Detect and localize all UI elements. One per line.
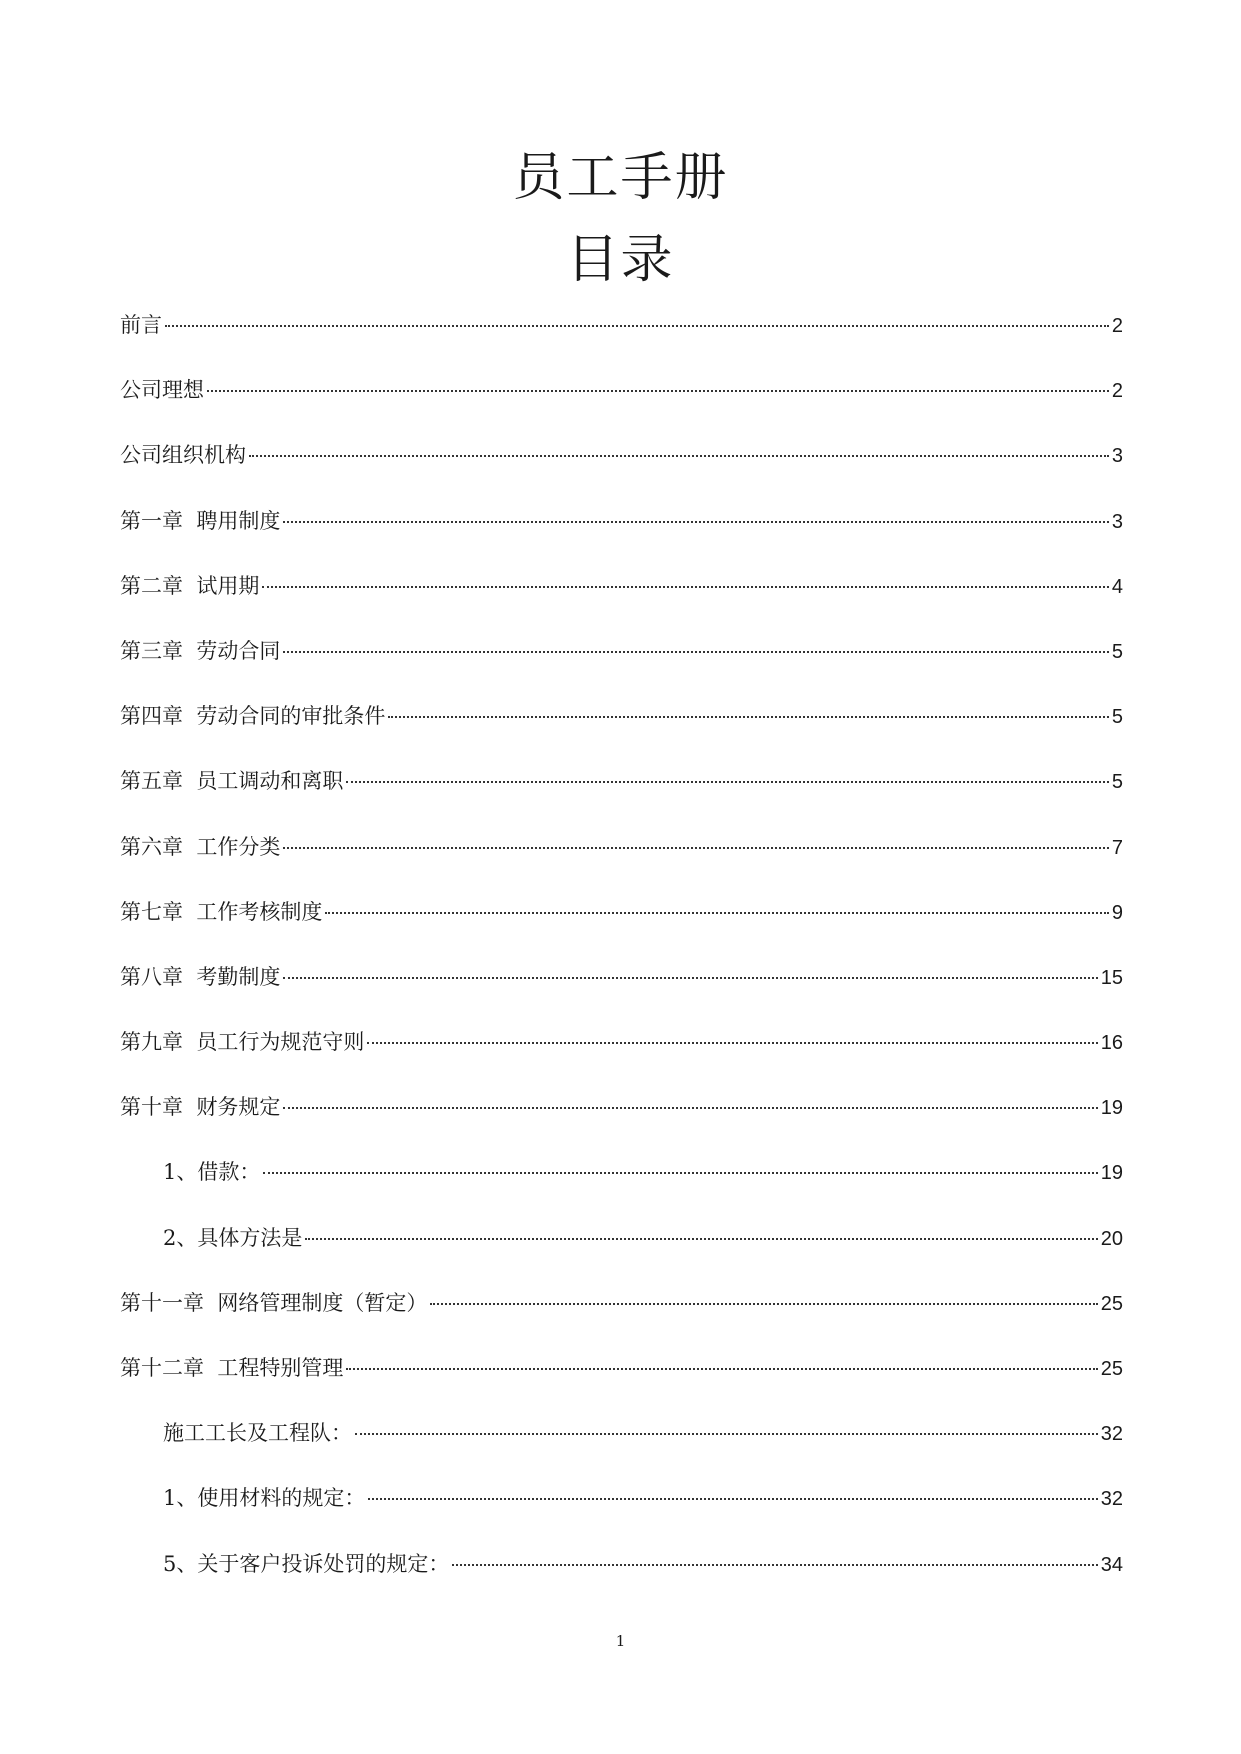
toc-entry-page-number: 19 bbox=[1100, 1162, 1123, 1185]
dot-leader bbox=[283, 977, 1097, 979]
toc-entry-page-number: 19 bbox=[1100, 1097, 1123, 1120]
toc-entry-page-number: 7 bbox=[1111, 836, 1123, 859]
toc-entry-page-number: 25 bbox=[1100, 1358, 1123, 1380]
toc-entry-label: 1、借款： bbox=[163, 1160, 261, 1185]
toc-item bbox=[120, 1092, 1123, 1157]
table-of-contents bbox=[120, 310, 1123, 1614]
toc-entry-label: 第十二章 工程特别管理 bbox=[120, 1356, 344, 1380]
toc-entry-label: 第一章 聘用制度 bbox=[120, 508, 281, 533]
toc-item bbox=[120, 962, 1123, 1027]
toc-item bbox=[120, 310, 1123, 375]
toc-entry-page-number: 9 bbox=[1111, 901, 1123, 924]
dot-leader bbox=[430, 1303, 1097, 1305]
toc-item bbox=[120, 1288, 1123, 1353]
toc-entry-label: 公司理想 bbox=[120, 378, 204, 403]
toc-heading: 目录 bbox=[566, 230, 675, 290]
toc-item bbox=[120, 571, 1123, 636]
toc-entry-page-number: 4 bbox=[1111, 575, 1123, 598]
dot-leader bbox=[283, 651, 1109, 653]
toc-entry-label: 第七章 工作考核制度 bbox=[120, 899, 323, 924]
toc-sub-entry-link[interactable] bbox=[120, 1483, 1123, 1548]
toc-item bbox=[120, 766, 1123, 831]
toc-entry-link[interactable] bbox=[120, 571, 1123, 636]
toc-sub-entry-link[interactable] bbox=[120, 1418, 1123, 1483]
toc-item bbox=[120, 897, 1123, 962]
toc-entry-page-number: 5 bbox=[1111, 706, 1123, 729]
dot-leader bbox=[263, 1172, 1097, 1174]
toc-item bbox=[120, 440, 1123, 505]
toc-entry-page-number: 32 bbox=[1100, 1423, 1123, 1446]
toc-entry-label: 第八章 考勤制度 bbox=[120, 964, 281, 989]
toc-item bbox=[120, 1549, 1123, 1614]
toc-entry-label: 第二章 试用期 bbox=[120, 573, 260, 598]
toc-entry-page-number: 3 bbox=[1111, 510, 1123, 533]
toc-item bbox=[120, 1027, 1123, 1092]
toc-entry-page-number: 34 bbox=[1100, 1553, 1123, 1576]
toc-entry-link[interactable] bbox=[120, 375, 1123, 440]
toc-entry-page-number: 3 bbox=[1111, 445, 1123, 468]
dot-leader bbox=[346, 1368, 1097, 1370]
toc-entry-label: 第九章 员工行为规范守则 bbox=[120, 1030, 365, 1055]
toc-entry-label: 第四章 劳动合同的审批条件 bbox=[120, 704, 386, 729]
toc-entry-link[interactable] bbox=[120, 962, 1123, 1027]
toc-entry-link[interactable] bbox=[120, 1027, 1123, 1092]
toc-entry-link[interactable] bbox=[120, 701, 1123, 766]
toc-entry-page-number: 2 bbox=[1111, 380, 1123, 403]
toc-entry-label: 公司组织机构 bbox=[120, 443, 246, 468]
toc-entry-label: 施工工长及工程队： bbox=[163, 1421, 352, 1446]
dot-leader bbox=[452, 1564, 1097, 1566]
dot-leader bbox=[165, 325, 1109, 327]
toc-entry-page-number: 32 bbox=[1100, 1488, 1123, 1511]
toc-sub-entry-link[interactable] bbox=[120, 1223, 1123, 1288]
toc-entry-page-number: 15 bbox=[1100, 966, 1123, 989]
toc-item bbox=[120, 701, 1123, 766]
toc-entry-link[interactable] bbox=[120, 1288, 1123, 1353]
dot-leader bbox=[262, 586, 1109, 588]
toc-entry-label: 第五章 员工调动和离职 bbox=[120, 769, 344, 794]
toc-entry-label: 5、关于客户投诉处罚的规定： bbox=[163, 1551, 450, 1576]
toc-entry-page-number: 2 bbox=[1111, 315, 1123, 337]
dot-leader bbox=[249, 455, 1109, 457]
toc-item bbox=[120, 1418, 1123, 1483]
toc-entry-link[interactable] bbox=[120, 310, 1123, 375]
toc-entry-link[interactable] bbox=[120, 506, 1123, 571]
toc-sub-entry-link[interactable] bbox=[120, 1157, 1123, 1222]
toc-entry-link[interactable] bbox=[120, 897, 1123, 962]
toc-entry-link[interactable] bbox=[120, 832, 1123, 897]
dot-leader bbox=[367, 1042, 1097, 1044]
toc-entry-link[interactable] bbox=[120, 1353, 1123, 1418]
dot-leader bbox=[388, 716, 1109, 718]
toc-entry-page-number: 25 bbox=[1100, 1292, 1123, 1315]
toc-item bbox=[120, 636, 1123, 701]
dot-leader bbox=[283, 1107, 1097, 1109]
dot-leader bbox=[355, 1433, 1098, 1435]
toc-entry-label: 2、具体方法是 bbox=[163, 1225, 303, 1250]
dot-leader bbox=[325, 912, 1109, 914]
toc-entry-label: 1、使用材料的规定： bbox=[163, 1486, 366, 1511]
toc-item bbox=[120, 832, 1123, 897]
toc-entry-label: 第十一章 网络管理制度（暂定） bbox=[120, 1290, 428, 1315]
toc-entry-link[interactable] bbox=[120, 1092, 1123, 1157]
toc-entry-label: 第十章 财务规定 bbox=[120, 1095, 281, 1120]
dot-leader bbox=[283, 847, 1109, 849]
toc-entry-page-number: 5 bbox=[1111, 771, 1123, 794]
toc-item bbox=[120, 1353, 1123, 1418]
toc-item bbox=[120, 1223, 1123, 1288]
page-number: 1 bbox=[615, 1632, 626, 1650]
toc-entry-page-number: 16 bbox=[1100, 1032, 1123, 1055]
toc-item bbox=[120, 375, 1123, 440]
toc-entry-page-number: 5 bbox=[1111, 640, 1123, 663]
toc-entry-link[interactable] bbox=[120, 636, 1123, 701]
toc-sub-entry-link[interactable] bbox=[120, 1549, 1123, 1614]
toc-item bbox=[120, 1483, 1123, 1548]
toc-entry-label: 前言 bbox=[120, 313, 162, 337]
toc-entry-link[interactable] bbox=[120, 440, 1123, 505]
dot-leader bbox=[346, 781, 1109, 783]
toc-entry-label: 第六章 工作分类 bbox=[120, 834, 281, 859]
toc-entry-link[interactable] bbox=[120, 766, 1123, 831]
dot-leader bbox=[207, 390, 1109, 392]
toc-item bbox=[120, 1157, 1123, 1222]
dot-leader bbox=[305, 1238, 1097, 1240]
dot-leader bbox=[368, 1498, 1097, 1500]
dot-leader bbox=[283, 521, 1109, 523]
toc-entry-label: 第三章 劳动合同 bbox=[120, 638, 281, 663]
document-title: 员工手册 bbox=[512, 148, 729, 208]
toc-entry-page-number: 20 bbox=[1100, 1227, 1123, 1250]
toc-item bbox=[120, 506, 1123, 571]
